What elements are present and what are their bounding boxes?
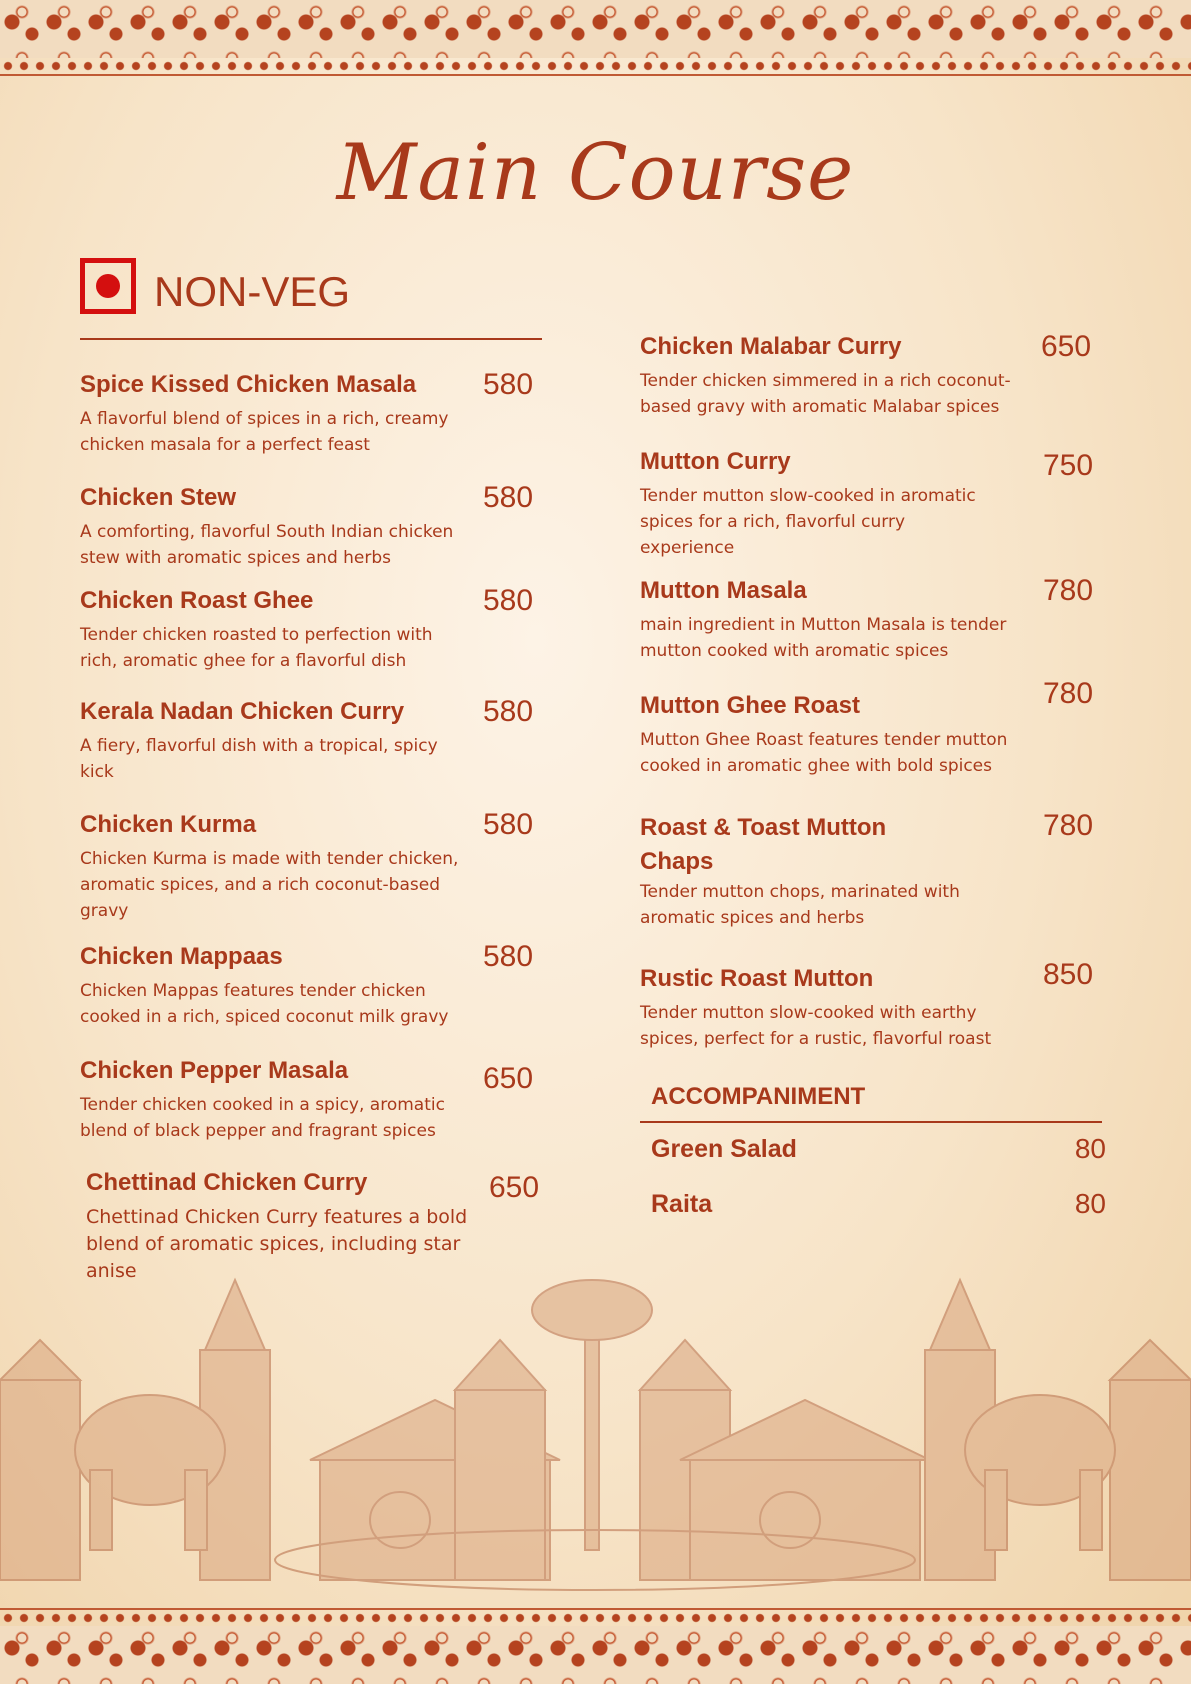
top-dot-border — [0, 58, 1191, 76]
item-name: Mutton Ghee Roast — [640, 692, 860, 719]
item-name: Chettinad Chicken Curry — [86, 1169, 368, 1196]
menu-item — [640, 574, 1100, 664]
item-price: 650 — [483, 1062, 534, 1095]
item-price: 580 — [483, 481, 534, 514]
accompaniment-title: ACCOMPANIMENT — [651, 1083, 866, 1110]
item-price: 650 — [1041, 330, 1092, 363]
item-name: Chicken Mappaas — [80, 943, 283, 970]
bottom-dot-border — [0, 1608, 1191, 1626]
item-price: 650 — [489, 1171, 540, 1204]
item-name: Kerala Nadan Chicken Curry — [80, 698, 405, 725]
item-name: Spice Kissed Chicken Masala — [80, 371, 417, 398]
item-price: 780 — [1043, 809, 1094, 842]
accompaniment-price: 80 — [1074, 1133, 1106, 1164]
item-description: Chicken Kurma is made with tender chicken, aromatic spices, and a rich coconut-based gravy — [80, 849, 459, 921]
item-name: Chicken Pepper Masala — [80, 1057, 349, 1084]
item-name: Mutton Masala — [640, 577, 807, 604]
item-price: 780 — [1043, 574, 1094, 607]
accompaniment-item — [651, 1131, 1106, 1167]
kerala-skyline-illustration-icon — [0, 1270, 1191, 1610]
item-name: Roast & Toast Mutton Chaps — [640, 814, 887, 875]
item-price: 750 — [1043, 449, 1094, 482]
accompaniment-divider — [640, 1121, 1102, 1123]
item-description: A flavorful blend of spices in a rich, creamy chicken masala for a perfect feast — [80, 409, 449, 455]
non-veg-mark-icon — [80, 258, 136, 314]
menu-item — [640, 445, 1100, 561]
item-description: Tender mutton slow-cooked with earthy spices, perfect for a rustic, flavorful roast — [640, 1003, 992, 1049]
accompaniment-item — [651, 1186, 1106, 1222]
item-name: Chicken Kurma — [80, 811, 257, 838]
item-price: 780 — [1043, 677, 1094, 710]
item-description: Tender mutton slow-cooked in aromatic spices for a rich, flavorful curry experience — [640, 486, 976, 558]
item-description: Chettinad Chicken Curry features a bold blend of aromatic spices, including star anise — [86, 1206, 468, 1282]
menu-item — [640, 330, 1100, 420]
section-divider — [80, 338, 542, 340]
item-price: 580 — [483, 695, 534, 728]
item-name: Chicken Malabar Curry — [640, 333, 902, 360]
bottom-ornamental-border — [0, 1626, 1191, 1684]
menu-item — [80, 1054, 540, 1144]
item-price: 580 — [483, 808, 534, 841]
item-description: Tender chicken simmered in a rich coconut-based gravy with aromatic Malabar spices — [640, 371, 1011, 417]
item-name: Mutton Curry — [640, 448, 791, 475]
item-price: 580 — [483, 368, 534, 401]
menu-item — [80, 695, 540, 785]
item-description: Tender chicken cooked in a spicy, aromatic blend of black pepper and fragrant spices — [80, 1095, 445, 1141]
item-description: Chicken Mappas features tender chicken cooked in a rich, spiced coconut milk gravy — [80, 981, 449, 1027]
menu-item — [80, 584, 540, 674]
menu-item — [86, 1166, 546, 1285]
item-description: Tender mutton chops, marinated with aromatic spices and herbs — [640, 882, 960, 928]
item-description: A fiery, flavorful dish with a tropical, spicy kick — [80, 736, 438, 782]
menu-item — [80, 808, 540, 924]
item-name: Rustic Roast Mutton — [640, 965, 874, 992]
top-ornamental-border — [0, 0, 1191, 58]
section-title: NON-VEG — [154, 268, 351, 315]
item-name: Chicken Roast Ghee — [80, 587, 314, 614]
item-description: Tender chicken roasted to perfection with rich, aromatic ghee for a flavorful dish — [80, 625, 433, 671]
accompaniment-price: 80 — [1074, 1188, 1106, 1219]
menu-item — [640, 958, 1100, 1052]
menu-item — [80, 481, 540, 571]
accompaniment-name: Raita — [651, 1190, 713, 1218]
menu-item — [640, 811, 1100, 931]
menu-item — [640, 677, 1100, 779]
item-name: Chicken Stew — [80, 484, 237, 511]
item-price: 850 — [1043, 958, 1094, 991]
item-description: A comforting, flavorful South Indian chicken stew with aromatic spices and herbs — [80, 522, 454, 568]
item-description: Mutton Ghee Roast features tender mutton cooked in aromatic ghee with bold spices — [640, 730, 1008, 776]
page-title: Main Course — [336, 128, 855, 218]
menu-item — [80, 940, 540, 1030]
menu-item — [80, 368, 540, 458]
item-description: main ingredient in Mutton Masala is tender mutton cooked with aromatic spices — [640, 615, 1007, 661]
item-price: 580 — [483, 940, 534, 973]
accompaniment-name: Green Salad — [651, 1135, 797, 1163]
item-price: 580 — [483, 584, 534, 617]
